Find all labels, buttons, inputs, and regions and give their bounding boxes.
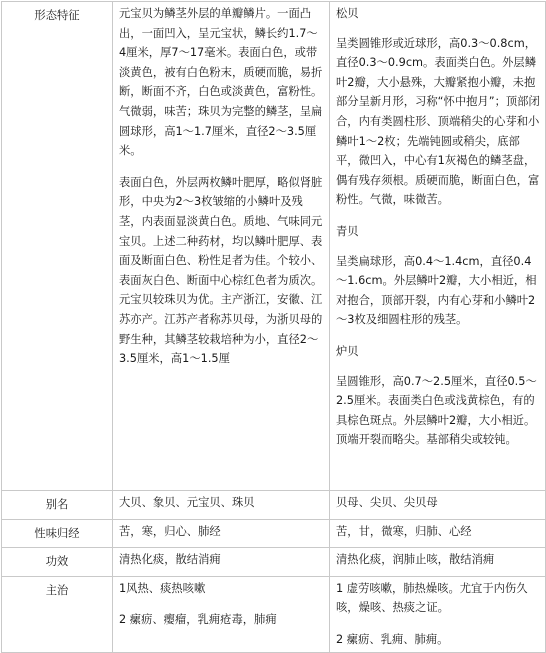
cell-chuanbei-nature: 苦，甘，微寒，归肺、心经 — [330, 519, 546, 548]
zhebei-morph-para-2: 表面白色，外层两枚鳞叶肥厚，略似肾脏形，中央为2～3枚皱缩的小鳞叶及残茎，内表面显淡黄白色。质地、气味同元宝贝。上述二种药材，均以鳞叶肥厚、表面及断面白色、粉性足者为佳。个较小、表面灰白色、断面中心棕红色者为质次。元宝贝较珠贝为优。主产浙江，安徽、江苏亦产。江苏产者称苏贝母，为浙贝母的野生种，其鳞茎较栽培种为小，直径2～3.5厘米，高1～1.5厘 — [119, 175, 323, 366]
chuanbei-subtitle-songbei: 松贝 — [336, 7, 359, 20]
cell-chuanbei-morphology — [330, 2, 546, 491]
cell-zhebei-morphology — [113, 2, 330, 491]
row-effect — [2, 548, 546, 577]
row-label-effect: 功效 — [2, 548, 113, 577]
chuanbei-subtitle-lubei: 炉贝 — [336, 344, 359, 358]
cell-zhebei-nature: 苦，寒，归心、肺经 — [113, 519, 330, 548]
row-label-alias: 别名 — [2, 491, 113, 520]
row-morphology — [2, 2, 546, 491]
chuanbei-lubei-text: 呈圆锥形，高0.7～2.5厘米，直径0.5～2.5厘米。表面类白色或浅黄棕色，有的具棕色斑点。外层鳞叶2瓣，大小相近。顶端开裂而略尖。基部稍尖或较钝。 — [336, 374, 537, 447]
chuanbei-indication-1: 1 虚劳咳嗽，肺热燥咳。尤宜于内伤久咳，燥咳、热痰之证。 — [336, 581, 528, 615]
chuanbei-subtitle-qingbei: 青贝 — [336, 224, 359, 238]
zhebei-indication-1: 1风热、痰热咳嗽 — [119, 581, 206, 595]
zhebei-indication-2: 2 瘰疬、瘿瘤，乳痈疮毒，肺痈 — [119, 613, 277, 627]
cell-chuanbei-alias: 贝母、尖贝、尖贝母 — [330, 491, 546, 520]
row-label-morphology: 形态特征 — [2, 2, 113, 491]
chuanbei-qingbei-text: 呈类扁球形，高0.4～1.4cm，直径0.4～1.6cm。外层鳞叶2瓣，大小相近，相对抱合，顶部开裂，内有心芽和小鳞叶2～3枚及细圆柱形的残茎。 — [336, 254, 537, 327]
cell-zhebei-effect: 清热化痰，散结消痈 — [113, 548, 330, 577]
chuanbei-indication-2: 2 瘰疬、乳痈、肺痈。 — [336, 632, 449, 646]
row-label-indication: 主治 — [2, 576, 113, 652]
chuanbei-songbei-text: 呈类圆锥形或近球形，高0.3～0.8cm，直径0.3～0.9cm。表面类白色。外层鳞叶2瓣，大小悬殊，大瓣紧抱小瓣，未抱部分呈新月形，习称“怀中抱月”；顶部闭合，内有类圆柱形、顶端稍尖的心芽和小鳞叶1～2枚；先端钝圆或稍尖，底部平，微凹入，中心有1灰褐色的鳞茎盘，偶有残存须根。质硬而脆，断面白色，富粉性。气微，味微苦。 — [336, 36, 540, 207]
cell-zhebei-alias: 大贝、象贝、元宝贝、珠贝 — [113, 491, 330, 520]
cell-chuanbei-effect: 清热化痰，润肺止咳，散结消痈 — [330, 548, 546, 577]
row-alias — [2, 491, 546, 520]
row-nature — [2, 519, 546, 548]
comparison-table — [1, 1, 546, 653]
row-label-nature: 性味归经 — [2, 519, 113, 548]
zhebei-morph-para-1: 元宝贝为鳞茎外层的单瓣鳞片。一面凸出，一面凹入，呈元宝状，鳞长约1.7～4厘米，厚7～17毫米。表面白色，或带淡黄色，被有白色粉末，质硬而脆，易折断，断面不齐，白色或淡黄色，富粉性。气微弱，味苦；珠贝为完整的鳞茎，呈扁圆球形，高1～1.7厘米，直径2～3.5厘米。 — [119, 7, 323, 158]
